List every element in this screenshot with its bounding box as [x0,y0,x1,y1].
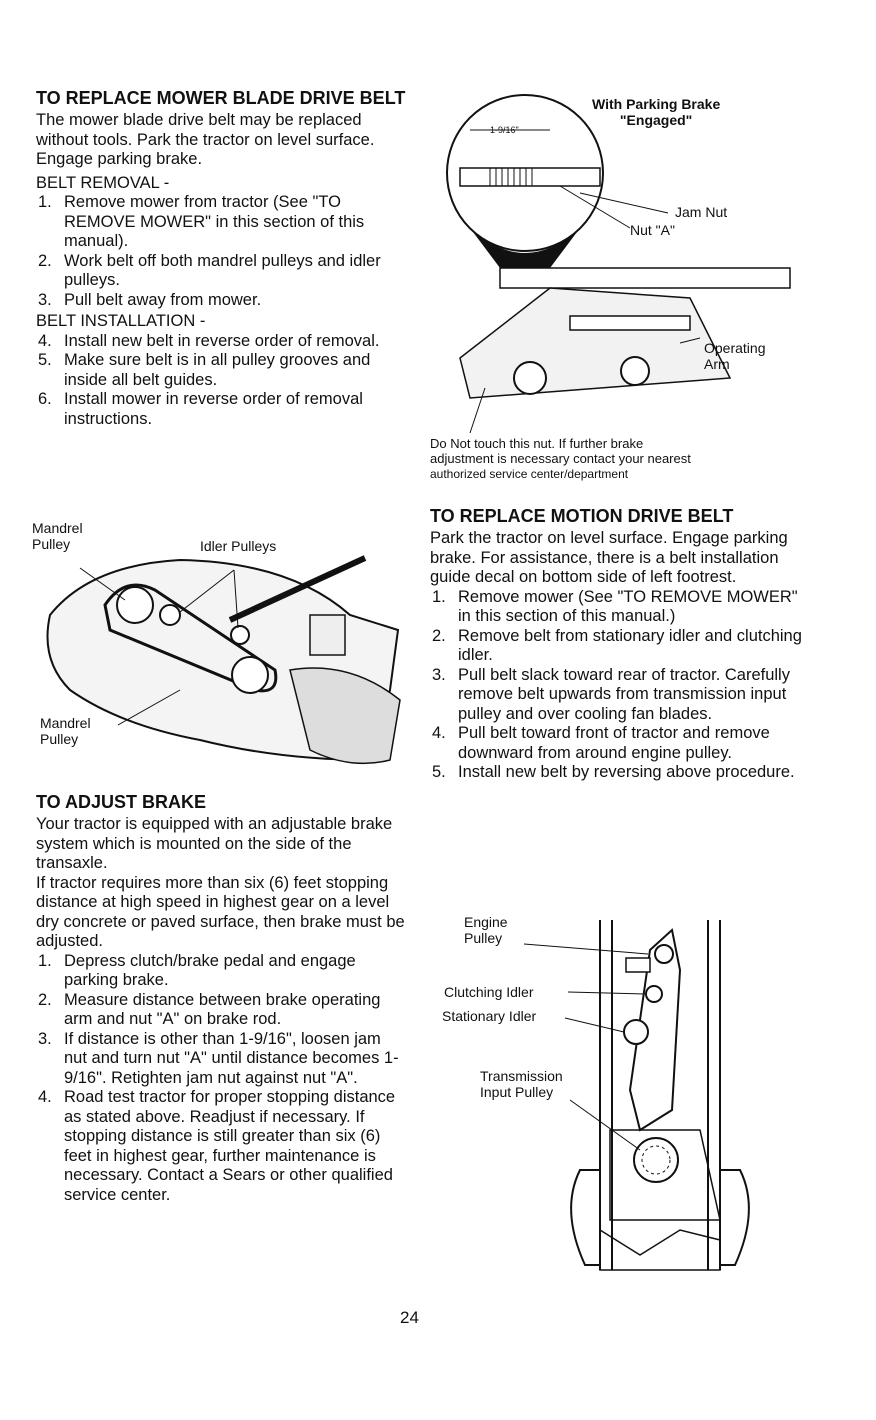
brake-steps [36,952,408,1206]
list-item: 3. Pull belt away from mower. [38,290,262,309]
list-item: 1. Depress clutch/brake pedal and engage parking brake. [38,951,356,989]
mower-deck-drawing [30,520,410,790]
motion-steps [430,588,802,783]
list-item: 4. Road test tractor for proper stopping distance as stated above. Readjust if necessary. If stopping distance is still greater than six (6) feet in highest gear, further maintenance is necessary. Contact a Sears or other qualified service center. [38,1088,396,1204]
brake-drawing [430,88,850,428]
adjust-brake-heading: TO ADJUST BRAKE [36,792,207,812]
removal-steps [36,193,408,310]
stationary-idler-label: Stationary Idler [442,1008,537,1024]
install-steps [36,332,408,430]
transmission-pulley-label: Transmission Input Pulley [480,1068,563,1100]
blade-belt-intro: The mower blade drive belt may be replaced without tools. Park the tractor on level surface. Engage parking brake. [36,111,375,168]
drive-belt-figure [440,910,780,1290]
mandrel-pulley-label: Mandrel Pulley [32,520,83,552]
caution-text-3: adjustment is necessary contact your nearest [430,451,691,466]
clutching-idler-label: Clutching Idler [444,984,534,1000]
belt-install-heading: BELT INSTALLATION - [36,312,206,330]
drive-belt-drawing [440,910,780,1290]
belt-removal-heading: BELT REMOVAL - [36,173,170,192]
caution-text-2: If further brake [558,436,644,451]
brake-intro-2: If tractor requires more than six (6) feet stopping distance at high speed in highest gear on a level dry concrete or paved surface, then brake must be adjusted. [36,873,405,950]
list-item: 5. Make sure belt is in all pulley grooves and inside all belt guides. [38,351,371,389]
motion-belt-heading: TO REPLACE MOTION DRIVE BELT [430,506,734,526]
list-item: 1. Remove mower (See "TO REMOVE MOWER" in this section of this manual.) [432,587,798,625]
brake-figure [430,88,850,428]
blade-belt-heading: TO REPLACE MOWER BLADE DRIVE BELT [36,88,406,108]
brake-intro: Your tractor is equipped with an adjustable brake system which is mounted on the side of the transaxle. [36,815,393,872]
idler-pulleys-label: Idler Pulleys [200,538,277,554]
brake-caution [430,436,810,482]
motion-section [430,506,802,783]
page-number: 24 [400,1308,419,1327]
list-item: 4. Install new belt in reverse order of removal. [38,331,380,350]
list-item: 4. Pull belt toward front of tractor and remove downward from around engine pulley. [432,724,770,762]
brake-section [36,792,408,1205]
jam-nut-label: Jam Nut [675,204,728,220]
mandrel-pulley-label-bottom: Mandrel Pulley [40,715,91,747]
list-item: 2. Remove belt from stationary idler and clutching idler. [432,626,802,664]
parking-brake-label: With Parking Brake "Engaged" [592,96,721,128]
caution-text-1: Do Not touch this nut. [430,436,556,451]
list-item: 6. Install mower in reverse order of removal instructions. [38,390,363,428]
list-item: 2. Work belt off both mandrel pulleys and idler pulleys. [38,251,381,289]
list-item: 1. Remove mower from tractor (See "TO REMOVE MOWER" in this section of this manual). [38,193,365,250]
operating-arm-label: Operating Arm [704,340,766,372]
list-item: 3. Pull belt slack toward rear of tractor. Carefully remove belt upwards from transmission input pulley and over cooling fan blades. [432,665,790,723]
list-item: 5. Install new belt by reversing above procedure. [432,763,795,781]
engine-pulley-label: Engine Pulley [464,914,508,946]
mower-deck-figure [30,520,410,790]
list-item: 2. Measure distance between brake operating arm and nut "A" on brake rod. [38,990,381,1028]
list-item: 3. If distance is other than 1-9/16", loosen jam nut and turn nut "A" until distance becomes 1-9/16". Retighten jam nut against nut "A". [38,1029,399,1087]
left-column [36,88,408,429]
caution-text-4: authorized service center/department [430,467,629,481]
dimension-label: 1-9/16" [490,125,519,135]
motion-intro: Park the tractor on level surface. Engage parking brake. For assistance, there is a belt installation guide decal on bottom side of left footrest. [430,529,788,586]
nut-a-label: Nut "A" [630,222,675,238]
